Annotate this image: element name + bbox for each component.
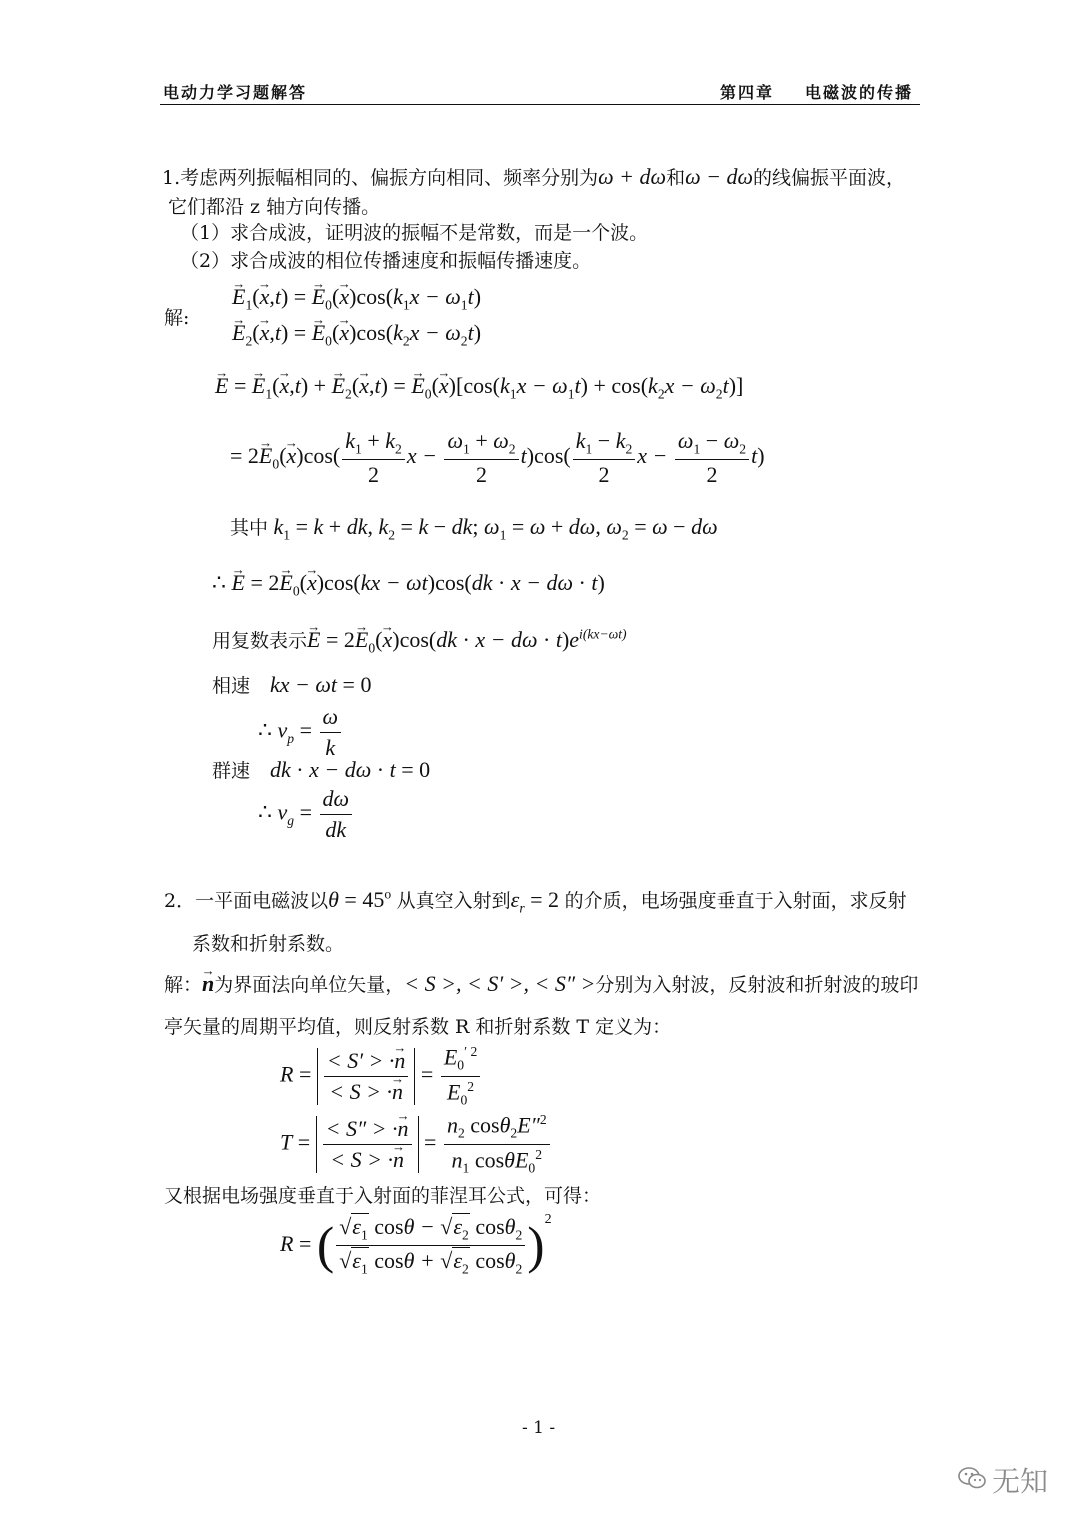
p2-statement: 2．一平面电磁波以$\theta = 45^o$ 从真空入射到$\varepsilon_r = 2$ 的介质，电场强度垂直于入射面，求反射 bbox=[164, 886, 907, 916]
eq-complex: 用复数表示→ $E = 2\to E_0(\to x)\cos(dk \cdot x - d\omega \cdot t)e^{i(kx-\omega t)}$ bbox=[212, 626, 627, 656]
eq-T-def: T = $\frac{< S'' > \cdot\to n}{< S > \cdot\to n}$ = $\frac{n_2 \cos\theta_2E''^2}{n_1 \cos\theta E_0^2}$ bbox=[280, 1112, 552, 1176]
watermark-text: 无知 bbox=[992, 1465, 1049, 1498]
p1-solution-label: 解: bbox=[164, 307, 190, 329]
p1-question-1: （1）求合成波，证明波的振幅不是常数，而是一个波。 bbox=[180, 222, 649, 244]
wechat-icon bbox=[958, 1466, 988, 1490]
eq-E1: → $E_1(\to x,t)$ = → $E_0(\to x)\cos(k_1x - \omega_1t)$ bbox=[232, 284, 481, 313]
eq-E-result: ∴ → $E = 2\to E_0(\to x)\cos(kx - \omega t)\cos(dk \cdot x - d\omega \cdot t)$ bbox=[212, 570, 605, 599]
eq-where: 其中 $k_1 = k$ + dk, $k_2 = k$ − dk; $\omega_1 = \omega + d\omega$, $\omega_2 = \omega - d\omega$ bbox=[230, 514, 718, 543]
header-rule bbox=[160, 104, 920, 105]
p1-statement: 1.考虑两列振幅相同的、偏振方向相同、频率分别为ω + dω和ω − dω的线偏振平面波， bbox=[162, 164, 906, 189]
eq-E2: → $E_2(\to x,t)$ = → $E_0(\to x)\cos(k_2x - \omega_2t)$ bbox=[232, 320, 481, 349]
p2-solution-line2: 亭矢量的周期平均值，则反射系数 R 和折射系数 T 定义为： bbox=[164, 1016, 672, 1038]
header-chapter: 第四章 bbox=[720, 83, 775, 102]
p2-solution-line1: 解：→ n为界面法向单位矢量，< S >, < S′ >, < S″ >分别为入射波，反射波和折射波的玻印 bbox=[164, 970, 918, 997]
p2-statement-line2: 系数和折射系数。 bbox=[192, 933, 345, 955]
eq-phase: 相速 kx − ωt = 0 bbox=[212, 672, 372, 697]
p2-fresnel-text: 又根据电场强度垂直于入射面的菲涅耳公式，可得： bbox=[164, 1185, 602, 1207]
header-chapter-title: 电磁波的传播 bbox=[805, 83, 914, 102]
eq-group: 群速 dk · x − dω · t = 0 bbox=[212, 757, 431, 782]
eq-R-def: R = $\frac{< S' > \cdot\to n}{< S > \cdot\to n}$ = $\frac{E_0^{' 2}}{E_0^2}$ bbox=[280, 1044, 482, 1108]
page-number: - 1 - bbox=[522, 1418, 556, 1438]
eq-E-product: = $2\to E_0(\to x)\cos$( $\frac{k_1 + k_2}{2}$ x − $\frac{\omega_1 + \omega_2}{2}$ t)cos( $\frac{k_1 - k_2}{2}$ x − $\frac{\omega_1 - \omega_2}{2}$ t) bbox=[230, 428, 765, 488]
eq-vg: ∴ $v_g$ = $\frac{d\omega}{dk}$ bbox=[258, 786, 354, 843]
p1-statement-line2: 它们都沿 z 轴方向传播。 bbox=[168, 196, 381, 218]
header-doc-title: 电动力学习题解答 bbox=[163, 83, 308, 102]
eq-E-sum: → E = → $E_1(\to x,t)$ + → $E_2(\to x,t)$ = → $E_0(\to x)[\cos(k_1x - \omega_1t) + \cos(k_2x - \omega_2t)]$ bbox=[215, 373, 743, 402]
eq-R-fresnel: R = ( $\frac{√\varepsilon_1 \cos\theta - √\varepsilon_2 \cos\theta_2}{√\varepsilon_1 \cos\theta + √\varepsilon_2 \cos\theta_2}$ )$^2$ bbox=[280, 1212, 552, 1277]
p1-question-2: （2）求合成波的相位传播速度和振幅传播速度。 bbox=[180, 250, 592, 272]
eq-vp: ∴ $v_p$ = $\frac{\omega}{k}$ bbox=[258, 704, 343, 761]
